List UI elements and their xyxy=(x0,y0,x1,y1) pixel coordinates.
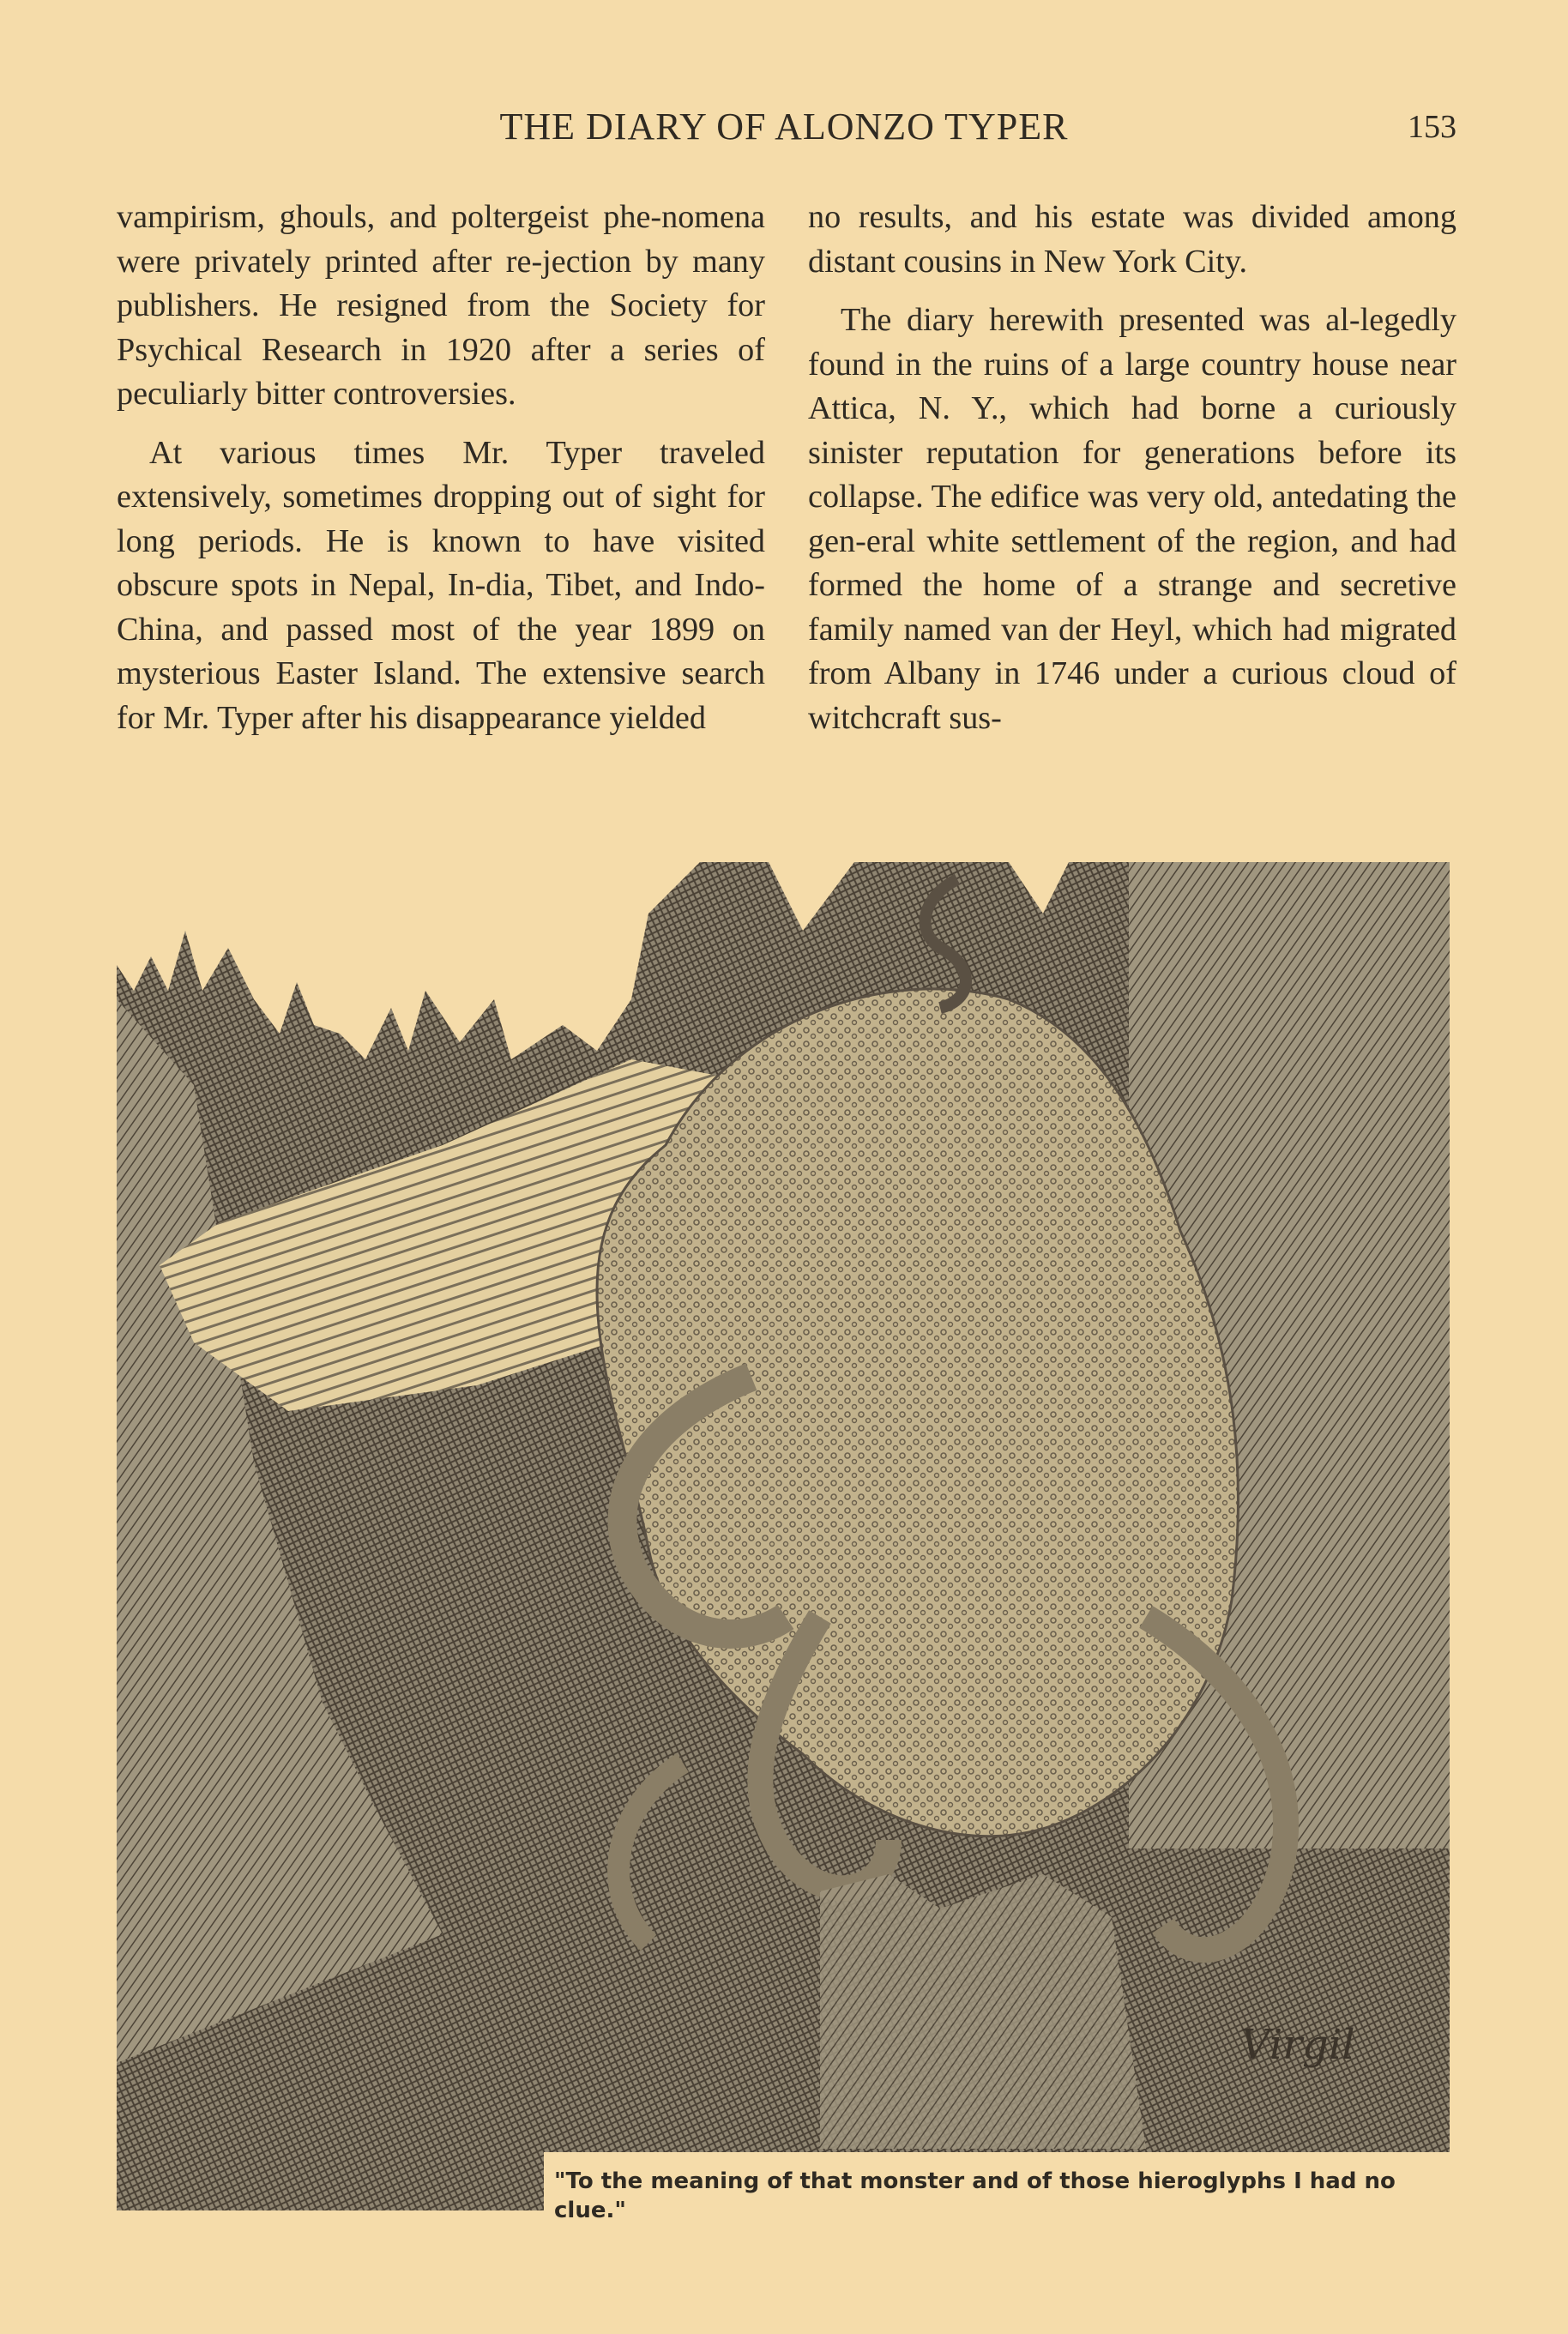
illustration-drawing xyxy=(117,862,1450,2210)
artist-signature: Virgil xyxy=(1240,2021,1355,2069)
paragraph: The diary herewith presented was al-legedly found in the ruins of a large country house near Attica, N. Y., which had borne a curiously sinister reputation for generations before its collapse. The edifice was very old, antedating the gen-eral white settlement of the region, and had formed the home of a strange and secretive family named van der Heyl, which had migrated from Albany in 1746 under a curious cloud of witchcraft sus- xyxy=(808,302,1456,736)
paragraph: vampirism, ghouls, and poltergeist phe-nomena were privately printed after re-jection by many publishers. He resigned from the Society for Psychical Research in 1920 after a series of peculiarly bitter controversies. xyxy=(117,199,765,412)
illustration-caption: "To the meaning of that monster and of those hieroglyphs I had no clue." xyxy=(549,2163,1462,2227)
paragraph: At various times Mr. Typer traveled extensively, sometimes dropping out of sight for long periods. He is known to have visited obscure spots in Nepal, In-dia, Tibet, and Indo-China, and passed most of the year 1899 on mysterious Easter Island. The extensive search for Mr. Typer after his disappearance yielded xyxy=(117,434,765,736)
right-text-column xyxy=(808,196,1456,755)
page-number: 153 xyxy=(1408,109,1456,145)
left-text-column xyxy=(117,196,765,755)
hieroglyph-pillars xyxy=(820,1874,1146,2149)
monster-illustration xyxy=(117,862,1450,2210)
paragraph: no results, and his estate was divided among distant cousins in New York City. xyxy=(808,199,1456,280)
running-title: THE DIARY OF ALONZO TYPER xyxy=(499,106,1069,148)
running-head xyxy=(0,105,1568,156)
